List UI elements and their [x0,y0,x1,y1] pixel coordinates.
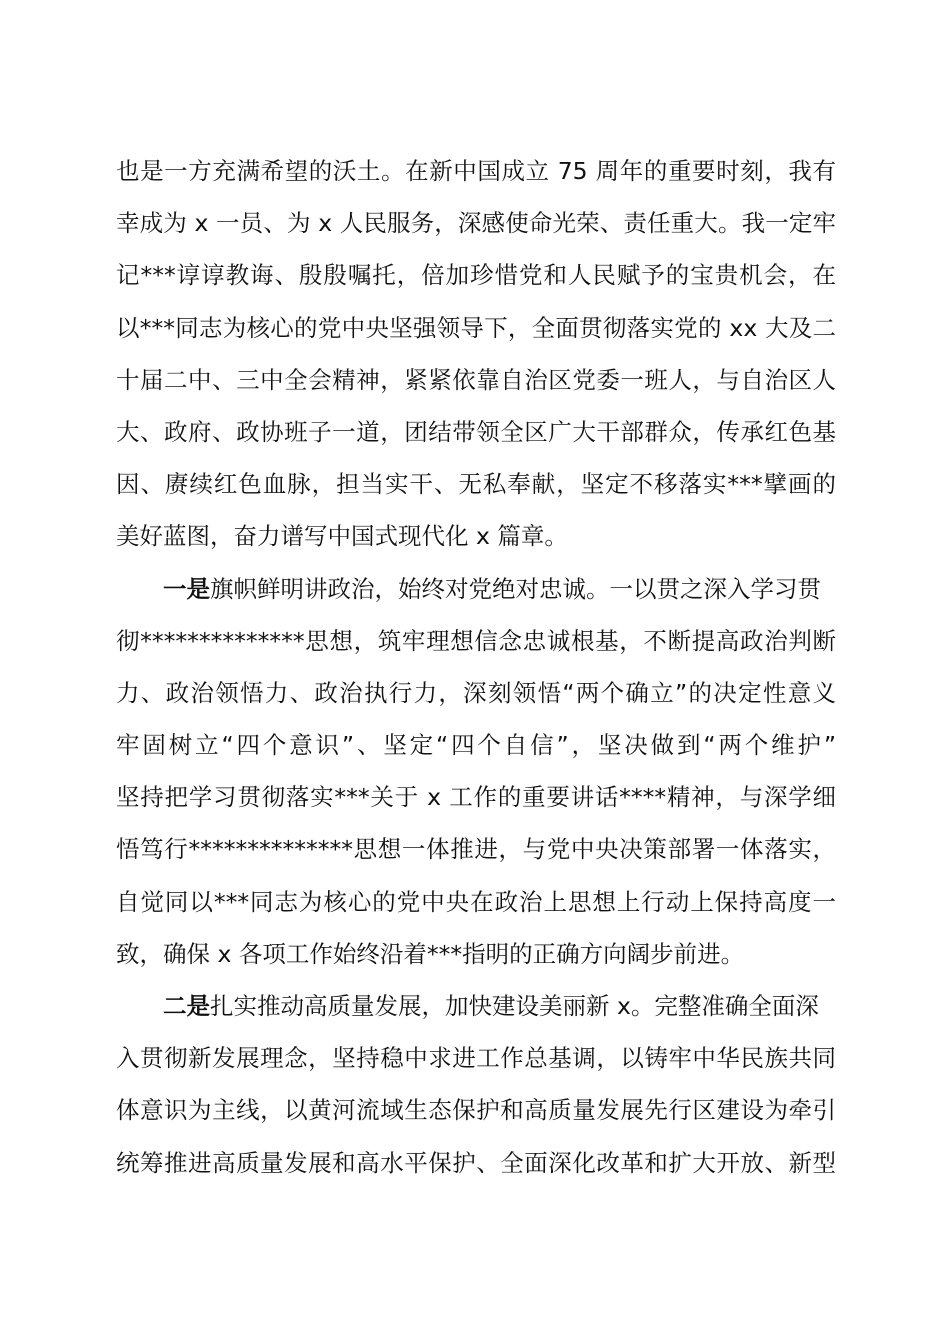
text-line: 记***谆谆教诲、殷殷嘱托，倍加珍惜党和人民赋予的宝贵机会，在 [116,261,836,290]
text-line: 牢固树立“四个意识”、坚定“四个自信”，坚决做到“两个维护” [116,731,836,760]
text-line: 力、政治领悟力、政治执行力，深刻领悟“两个确立”的决定性意义 [116,678,836,707]
paragraph-intro [116,145,836,563]
paragraph-point-one [116,563,836,981]
text-line: 也是一方充满希望的沃土。在新中国成立 75 周年的重要时刻，我有 [116,157,836,185]
point-one-lead: 一是 [163,574,210,603]
text-line: 因、赓续红色血脉，担当实干、无私奉献，坚定不移落实***擘画的 [116,470,836,499]
text-line: 十届二中、三中全会精神，紧紧依靠自治区党委一班人，与自治区人 [116,365,836,394]
text-line: 入贯彻新发展理念，坚持稳中求进工作总基调，以铸牢中华民族共同 [116,1044,836,1073]
text-line: 统筹推进高质量发展和高水平保护、全面深化改革和扩大开放、新型 [116,1148,836,1177]
point-two-heading: 扎实推动高质量发展，加快建设美丽新 x。完整准确全面深 [210,992,819,1020]
text-line: 自觉同以***同志为核心的党中央在政治上思想上行动上保持高度一 [116,887,836,916]
text-line: 致，确保 x 各项工作始终沿着***指明的正确方向阔步前进。 [116,939,745,968]
paragraph-point-two [116,980,836,1189]
text-line [116,980,836,1032]
text-line: 坚持把学习贯彻落实***关于 x 工作的重要讲话****精神，与深学细 [116,783,836,812]
text-line: 悟笃行**************思想一体推进，与党中央决策部署一体落实， [116,835,836,864]
text-line: 大、政府、政协班子一道，团结带领全区广大干部群众，传承红色基 [116,417,836,446]
text-line [116,563,836,615]
text-line: 体意识为主线，以黄河流域生态保护和高质量发展先行区建设为牵引 [116,1096,836,1125]
text-line: 美好蓝图，奋力谱写中国式现代化 x 篇章。 [116,522,568,551]
text-line: 彻**************思想，筑牢理想信念忠诚根基，不断提高政治判断 [116,626,836,655]
text-line: 以***同志为核心的党中央坚强领导下，全面贯彻落实党的 xx 大及二 [116,313,836,342]
text-line: 幸成为 x 一员、为 x 人民服务，深感使命光荣、责任重大。我一定牢 [116,209,836,238]
document-body [116,145,836,1189]
point-one-heading: 旗帜鲜明讲政治，始终对党绝对忠诚。一以贯之深入学习贯 [210,574,821,603]
point-two-lead: 二是 [163,992,210,1020]
